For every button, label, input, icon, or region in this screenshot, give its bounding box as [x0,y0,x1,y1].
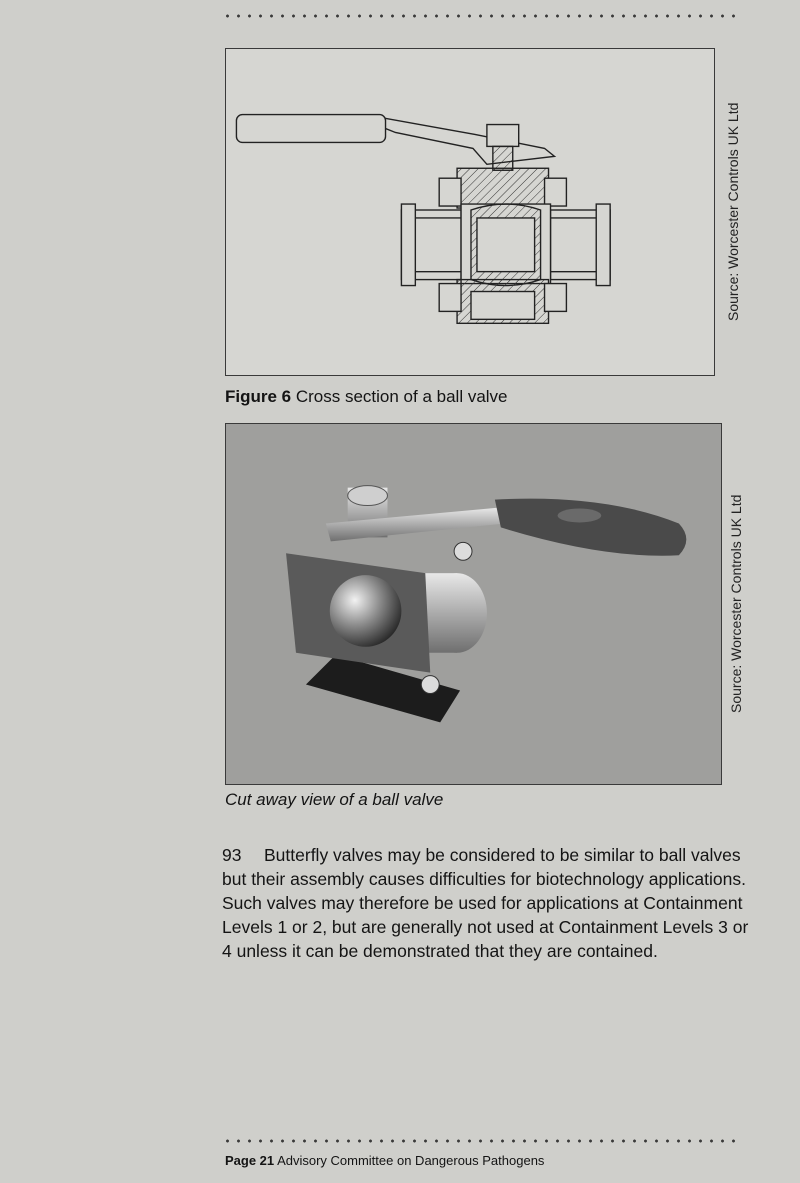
figure6-label: Figure 6 [225,387,292,406]
page-footer [225,1153,544,1168]
ball-valve-cross-section-drawing [225,48,715,376]
figure6-source: Source: Worcester Controls UK Ltd [725,102,741,322]
cutaway-source: Source: Worcester Controls UK Ltd [728,494,744,714]
cross-section-svg [226,49,714,375]
cutaway-caption: Cut away view of a ball valve [225,790,444,809]
figure6-caption-text: Cross section of a ball valve [295,387,508,406]
paragraph-number: 93 [222,845,242,865]
top-dotted-rule [222,14,742,18]
paragraph-text: Butterfly valves may be considered to be similar to ball valves but their assembly causes difficulties for biotechnology applications. Such valves may therefore be used for applications at Containment Levels 1 or 2, but are generally not used at Containment Levels 3 or 4 unless it can be demonstrated that they are contained. [222,845,749,961]
ball-valve-cutaway-photo [225,423,722,785]
cutaway-photo-svg [226,424,721,784]
paragraph-93 [222,843,752,963]
footer-organization: Advisory Committee on Dangerous Pathogens [277,1153,545,1168]
page-number: Page 21 [225,1153,275,1168]
figure6-caption [225,387,508,407]
bottom-dotted-rule [222,1139,742,1143]
